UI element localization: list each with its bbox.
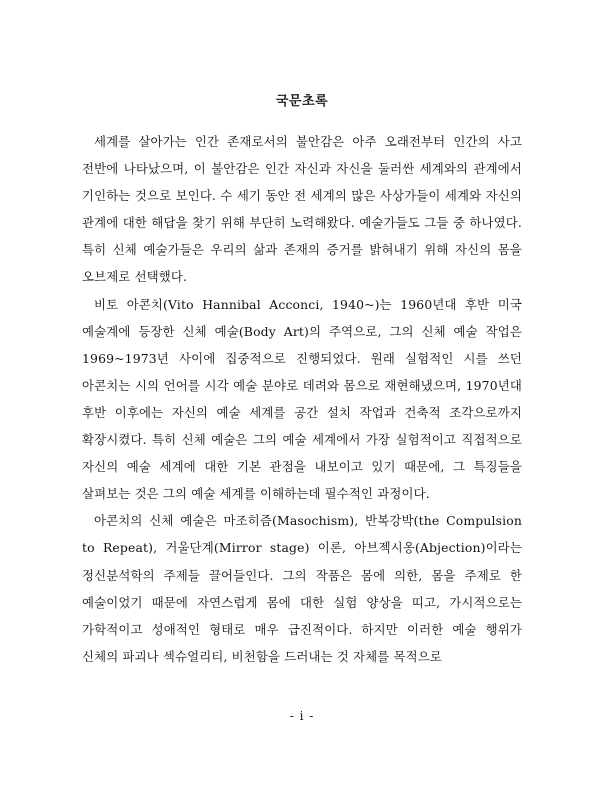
abstract-paragraph-3: 아콘치의 신체 예술은 마조히즘(Masochism), 반복강박(the Compulsion to Repeat), 거울단계(Mirror stage) 이론, 아브젝시옹(Abjection)이라는 정신분석학의 주제들 끌어들인다. 그의 작품은 몸에 의한, 몸을 주제로 한 예술이었기 때문에 자연스럽게 몸에 대한 실험 양상을 띠고, 가시적으로는 가학적이고 성애적인 형태로 매우 급진적이다. 하지만 이러한 예술 행위가 신체의 파괴나 섹슈얼리티, 비천함을 드러내는 것 자체를 목적으로: [82, 513, 522, 664]
abstract-paragraph-2: 비토 아콘치(Vito Hannibal Acconci, 1940~)는 1960년대 후반 미국 예술계에 등장한 신체 예술(Body Art)의 주역으로, 그의 신체 예술 작업은 1969~1973년 사이에 집중적으로 진행되었다. 원래 실험적인 시를 쓰던 아콘치는 시의 언어를 시각 예술 분야로 데려와 몸으로 재현해냈으며, 1970년대 후반 이후에는 자신의 예술 세계를 공간 설치 작업과 건축적 조각으로까지 확장시켰다. 특히 신체 예술은 그의 예술 세계에서 가장 실험적이고 직접적으로 자신의 예술 세계에 대한 기본 관점을 내보이고 있기 때문에, 그 특징들을 살펴보는 것은 그의 예술 세계를 이해하는데 필수적인 과정이다.: [82, 296, 522, 502]
abstract-body: [82, 128, 522, 670]
abstract-title: 국문초록: [275, 94, 329, 109]
page-number: - i -: [289, 709, 315, 723]
abstract-paragraph-1: 세계를 살아가는 인간 존재로서의 불안감은 아주 오래전부터 인간의 사고 전반에 나타났으며, 이 불안감은 인간 자신과 자신을 둘러싼 세계와의 관계에서 기인하는 것으로 보인다. 수 세기 동안 전 세계의 많은 사상가들이 세계와 자신의 관계에 대한 해답을 찾기 위해 부단히 노력해왔다. 예술가들도 그들 중 하나였다. 특히 신체 예술가들은 우리의 삶과 존재의 증거를 밝혀내기 위해 자신의 몸을 오브제로 선택했다.: [82, 134, 522, 285]
